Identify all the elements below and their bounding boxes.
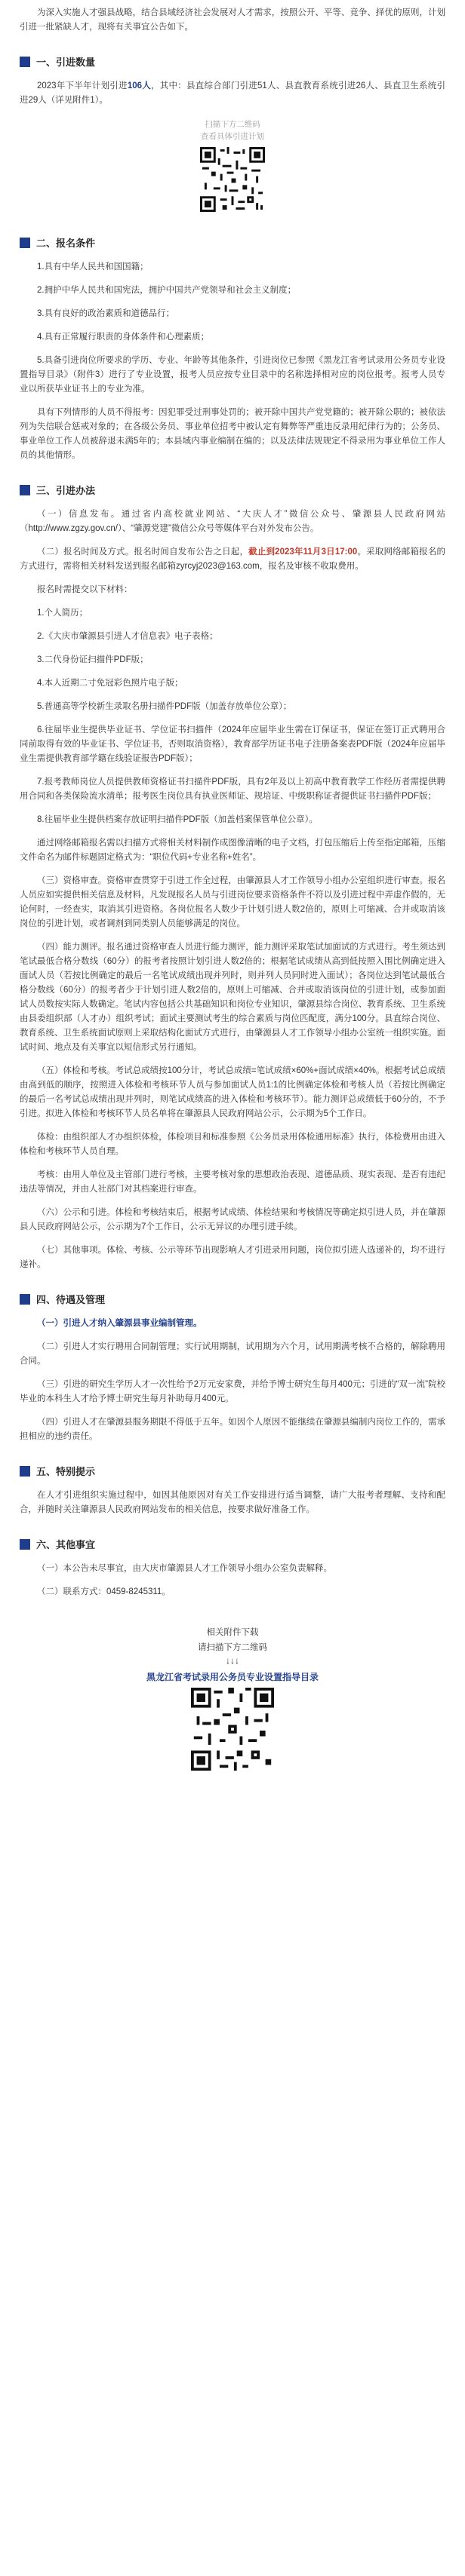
material-item: 7.报考教师岗位人员提供教师资格证书扫描件PDF版，具有2年及以上初高中教育教学工作经历者需提供聘用合同和各类保险流水清单；报考医生岗位具有执业医师证、规培证、中级职称证者提供证书扫描件PDF版； xyxy=(20,777,445,801)
material-item: 4.本人近期二寸免冠彩色照片电子版； xyxy=(37,679,183,688)
section-marker-icon xyxy=(20,1294,30,1305)
other-matters-paragraph: （七）其他事项。体检、考核、公示等环节出现影响人才引进录用问题，岗位拟引进人选递补的，均不进行递补。 xyxy=(20,1246,445,1269)
condition-item: 4.具有正常履行职责的身体条件和心理素质； xyxy=(37,333,210,342)
section-marker-icon xyxy=(20,1466,30,1477)
treatment-paragraph-2: （二）引进人才实行聘用合同制管理；实行试用期制，试用期为六个月，试用期满考核不合格的，解除聘用合同。 xyxy=(20,1342,445,1366)
section-title-text: 六、其他事宜 xyxy=(36,1539,96,1550)
section-title-6 xyxy=(20,1537,445,1551)
qualification-review-paragraph: （三）资格审查。资格审查贯穿于引进工作全过程，由肇源县人才工作领导小组办公室组织进行审查。报名人员应如实提供相关信息及材料，凡发现报名人员与引进岗位要求资格条件不符以及引进过程中弄虚作假的，无论何时，一经查实，取消其引进资格。各岗位报名人数少于计划引进人数2倍的，原则上可缩减、合并或取消该岗位的引进计划，或者调剂到同类别人员能够满足的岗位。 xyxy=(20,876,445,928)
qr-caption-2: 查看具体引进计划 xyxy=(201,132,264,141)
quota-text-a: 2023年下半年计划引进 xyxy=(37,81,128,90)
section-title-4 xyxy=(20,1292,445,1306)
attachment-download-label: 相关附件下载 xyxy=(206,1628,259,1637)
qr-code-icon[interactable] xyxy=(191,1688,274,1771)
section-title-5 xyxy=(20,1464,445,1478)
condition-item: 5.具备引进岗位所要求的学历、专业、年龄等其他条件，引进岗位已参照《黑龙江省考试录用公务员专业设置指导目录》（附件3）进行了专业设置，报考人员应按专业目录中的名称选择相对应的岗位报考。报考人员专业以所获毕业证书上的专业为准。 xyxy=(20,356,445,394)
quota-paragraph xyxy=(20,79,445,108)
material-item: 6.往届毕业生提供毕业证书、学位证书扫描件（2024年应届毕业生需在订保证书，保证在签订正式聘用合同前取得有效的毕业证书、学位证书，否则取消资格），教育部学历证书电子注册备案表PDF版（2024年应届毕业生需提供教育部学籍在线验证报告PDF版）； xyxy=(20,725,445,763)
info-release-paragraph: （一）信息发布。通过省内高校就业网站、“大庆人才”微信公众号、肇源县人民政府网站（http://www.zgzy.gov.cn/）、“肇源党建”微信公众号等媒体平台对外发布公告。 xyxy=(20,510,445,533)
scan-qr-label: 请扫描下方二维码 xyxy=(198,1643,267,1652)
assessment-paragraph: 考核：由用人单位及主管部门进行考核，主要考核对象的思想政治表现、道德品质、现实表现、是否有违纪违法等情况，并由人社部门对其档案进行审查。 xyxy=(20,1170,445,1194)
registration-text-c: 。采取网络邮箱报名的方式进行，需将相关材料发送到报名邮箱zyrcyj2023@163.com，报名及审核不收取费用。 xyxy=(20,547,445,571)
section-title-text: 二、报名条件 xyxy=(36,238,96,249)
section-marker-icon xyxy=(20,1539,30,1550)
treatment-paragraph-3: （三）引进的研究生学历人才一次性给予2万元安家费，并给予博士研究生每月400元；引进的“双一流”院校毕业的本科生人才给予博士研究生每月补助每月400元。 xyxy=(20,1380,445,1403)
condition-item: 2.拥护中华人民共和国宪法，拥护中国共产党领导和社会主义制度； xyxy=(37,286,297,295)
email-format-paragraph: 通过网络邮箱报名需以扫描方式将相关材料制作成图像清晰的电子文档，打包压缩后上传至指定邮箱，压缩文件命名为邮件标题固定格式为：“职位代码+专业名称+姓名”。 xyxy=(20,839,445,862)
section-title-text: 三、引进办法 xyxy=(36,485,96,496)
publicity-paragraph: （六）公示和引进。体检和考核结束后，根据考试成绩、体检结果和考核情况等确定拟引进人员，并在肇源县人民政府网站公示，公示期为7个工作日，公示无异议的办理引进手续。 xyxy=(20,1208,445,1231)
section-title-1 xyxy=(20,54,445,69)
arrow-down-icon: ↓↓↓ xyxy=(226,1655,239,1666)
quota-number: 106人 xyxy=(127,81,151,90)
attachment-title: 黑龙江省考试录用公务员专业设置指导目录 xyxy=(146,1672,319,1682)
treatment-paragraph-1: （一）引进人才纳入肇源县事业编制管理。 xyxy=(37,1319,202,1328)
registration-deadline: 截止到2023年11月3日17:00 xyxy=(248,547,358,557)
special-notice-paragraph: 在人才引进组织实施过程中，如因其他原因对有关工作安排进行适当调整，请广大报考者理解、支持和配合，并随时关注肇源县人民政府网站发布的相关信息，按要求做好准备工作。 xyxy=(20,1491,445,1514)
treatment-paragraph-4: （四）引进人才在肇源县服务期限不得低于五年。如因个人原因不能继续在肇源县编制内岗位工作的，需承担相应的违约责任。 xyxy=(20,1418,445,1441)
material-item: 8.往届毕业生提供档案存放证明扫描件PDF版（加盖档案保管单位公章）。 xyxy=(37,815,318,824)
section-marker-icon xyxy=(20,485,30,495)
materials-intro: 报名时需提交以下材料： xyxy=(37,585,133,594)
condition-item: 1.具有中华人民共和国国籍； xyxy=(37,262,149,271)
attachment-qr-block xyxy=(20,1688,445,1774)
section-title-3 xyxy=(20,483,445,497)
exam-assessment-paragraph: （五）体检和考核。考试总成绩按100分计，考试总成绩=笔试成绩×60%+面试成绩×40%。根据考试总成绩由高到低的顺序，按照进入体检和考核环节人员与参加面试人员1:1的比例确定体检和考核人员（若按比例确定的最后一名考试总成绩出现并列时，则笔试成绩高的进入体检和考核环节）。能力测评总成绩低于60分的，不予引进。拟进入体检和考核环节人员名单将在肇源县人民政府网站公示，公示期为5个工作日。 xyxy=(20,1066,445,1118)
material-item: 1.个人简历； xyxy=(37,609,88,618)
section-marker-icon xyxy=(20,57,30,67)
section-title-text: 五、特别提示 xyxy=(36,1466,96,1477)
condition-item: 3.具有良好的政治素质和道德品行； xyxy=(37,309,175,318)
section-title-text: 四、待遇及管理 xyxy=(36,1294,106,1305)
contact-paragraph: （二）联系方式：0459-8245311。 xyxy=(37,1587,171,1596)
physical-exam-paragraph: 体检：由组织部人才办组织体检，体检项目和标准参照《公务员录用体检通用标准》执行，体检费用由进入体检和考核环节人员自理。 xyxy=(20,1133,445,1156)
quota-text-b: ，其中：县直综合部门引进51人、县直教育系统引进26人、县直卫生系统引进29人（详见附件1）。 xyxy=(20,81,445,105)
section-marker-icon xyxy=(20,238,30,248)
registration-paragraph xyxy=(20,545,445,574)
qr-caption-1: 扫描下方二维码 xyxy=(205,120,260,129)
other-item-1: （一）本公告未尽事宜，由大庆市肇源县人才工作领导小组办公室负责解释。 xyxy=(37,1564,332,1573)
material-item: 5.普通高等学校新生录取名册扫描件PDF版（加盖存放单位公章）； xyxy=(37,702,292,711)
material-item: 2.《大庆市肇源县引进人才信息表》电子表格； xyxy=(37,632,218,641)
material-item: 3.二代身份证扫描件PDF版； xyxy=(37,655,149,664)
qr-plan-block xyxy=(20,118,445,216)
qr-code-icon[interactable] xyxy=(200,147,265,212)
registration-text-a: （二）报名时间及方式。报名时间自发布公告之日起， xyxy=(37,547,249,557)
exclusion-paragraph: 具有下列情形的人员不得报考：因犯罪受过刑事处罚的；被开除中国共产党党籍的；被开除公职的；被依法列为失信联合惩戒对象的；在各级公务员、事业单位招考中被认定有舞弊等严重违反录用纪律行为的；公务员、事业单位工作人员被辞退未满5年的；本县域内事业编制在编的；以及法律法规规定不得录用为事业单位工作人员的其他情形。 xyxy=(20,408,445,460)
ability-test-paragraph: （四）能力测评。报名通过资格审查人员进行能力测评，能力测评采取笔试加面试的方式进行。考生须达到笔试最低合格分数线（60分）的报考者按照计划引进人数2倍的；根据笔试成绩从高到低按照入围比例确定进入面试人员（若按比例确定的最后一名笔试成绩出现并列时，则并列人员同时进入面试）；各岗位达到笔试最低合格分数线（60分）的报考者少于计划引进人数2倍的，原则上可缩减、合并或取消该岗位的引进计划，或参加面试人员数按实际人数确定。笔试内容包括公共基础知识和岗位专业知识，肇源县综合岗位、教育系统、卫生系统由县委组织部（人才办）组织考试；面试主要测试考生的综合素质与岗位匹配度，满分100分。县直综合岗位、教育系统、卫生系统面试原则上采取结构化面试方式进行，由肇源县人才工作领导小组办公室统一组织实施。面试时间、地点及有关事宜以短信形式另行通知。 xyxy=(20,943,445,1052)
intro-paragraph: 为深入实施人才强县战略，结合县域经济社会发展对人才需求，按照公开、平等、竞争、择优的原则，计划引进一批紧缺人才，现将有关事宜公告如下。 xyxy=(20,8,445,32)
section-title-2 xyxy=(20,235,445,250)
section-title-text: 一、引进数量 xyxy=(36,57,96,68)
